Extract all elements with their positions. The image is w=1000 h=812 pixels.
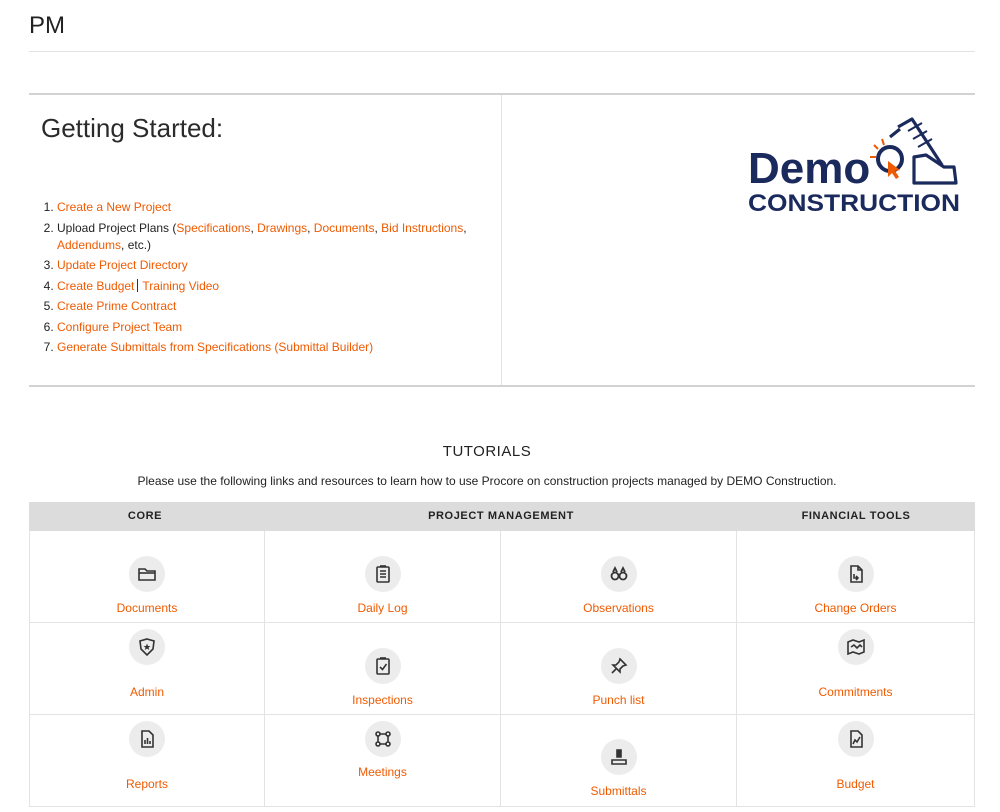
tile-label: Meetings: [358, 765, 407, 779]
tile-label: Change Orders: [814, 601, 897, 615]
grid-header: [29, 502, 975, 531]
tile-label: Observations: [583, 601, 654, 615]
step-text: , etc.): [121, 237, 152, 252]
create-budget-link[interactable]: Create Budget: [57, 278, 135, 293]
training-video-link[interactable]: Training Video: [142, 278, 220, 293]
project-team-link[interactable]: Configure Project Team: [57, 319, 183, 334]
tile-change-orders[interactable]: [737, 531, 975, 623]
demo-construction-logo: [748, 115, 964, 215]
tile-label: Reports: [125, 777, 169, 791]
link-separator: [137, 279, 138, 292]
create-project-link[interactable]: Create a New Project: [57, 200, 172, 214]
specifications-link[interactable]: Specifications: [176, 220, 251, 235]
getting-started-title: Getting Started:: [41, 113, 224, 143]
folder-icon: [129, 556, 165, 592]
tutorials-subtitle: Please use the following links and resources to learn how to use Procore on construction projects managed by DEMO Construction.: [137, 474, 837, 488]
tile-inspections[interactable]: [265, 623, 501, 715]
addendums-link[interactable]: Addendums: [57, 237, 122, 252]
tile-label: Inspections: [352, 693, 413, 707]
pushpin-icon: [601, 648, 637, 684]
budget-chart-icon: [838, 721, 874, 757]
divider: [29, 385, 975, 387]
tile-label: Commitments: [818, 685, 893, 699]
page-title: PM: [29, 12, 65, 39]
bar-chart-doc-icon: [129, 721, 165, 757]
step-item: [57, 220, 477, 254]
tile-meetings[interactable]: [265, 715, 501, 807]
steps-list: [57, 199, 477, 360]
step-item: [57, 278, 477, 295]
header-project-management: PROJECT MANAGEMENT: [428, 510, 574, 522]
handshake-map-icon: [838, 629, 874, 665]
step-item: [57, 298, 477, 315]
divider: [29, 51, 975, 52]
step-item: [57, 319, 477, 336]
tile-commitments[interactable]: [737, 623, 975, 715]
change-order-doc-icon: [838, 556, 874, 592]
bid-instructions-link[interactable]: Bid Instructions: [381, 220, 464, 235]
tile-admin[interactable]: [29, 623, 265, 715]
shield-star-icon: [129, 629, 165, 665]
step-separator: ,: [307, 220, 314, 235]
tile-label: Submittals: [590, 784, 647, 798]
header-financial-tools: FINANCIAL TOOLS: [801, 510, 911, 522]
step-text: Upload Project Plans (: [57, 220, 177, 235]
step-item: [57, 339, 477, 356]
project-directory-link[interactable]: Update Project Directory: [57, 258, 188, 272]
tile-observations[interactable]: [501, 531, 737, 623]
tile-reports[interactable]: [29, 715, 265, 807]
tile-daily-log[interactable]: [265, 531, 501, 623]
header-core: CORE: [127, 510, 163, 522]
logo-word-construction: CONSTRUCTION: [748, 190, 960, 215]
stamp-icon: [601, 739, 637, 775]
clipboard-check-icon: [365, 648, 401, 684]
tile-label: Documents: [116, 601, 178, 615]
step-item: [57, 199, 477, 216]
tile-punch-list[interactable]: [501, 623, 737, 715]
tile-label: Budget: [836, 777, 875, 791]
group-icon: [365, 721, 401, 757]
step-item: [57, 257, 477, 274]
binoculars-icon: [601, 556, 637, 592]
prime-contract-link[interactable]: Create Prime Contract: [57, 299, 177, 313]
tile-budget[interactable]: [737, 715, 975, 807]
getting-started-panel: [29, 95, 975, 385]
step-separator: ,: [463, 220, 467, 235]
tile-label: Daily Log: [357, 601, 408, 615]
step-separator: ,: [374, 220, 382, 235]
clipboard-list-icon: [365, 556, 401, 592]
getting-started-column: [29, 95, 502, 385]
submittal-builder-link[interactable]: Generate Submittals from Specifications (Submittal Builder): [57, 340, 374, 354]
tile-label: Punch list: [592, 693, 645, 707]
logo-word-demo: Demo: [748, 144, 871, 193]
documents-link[interactable]: Documents: [313, 220, 375, 235]
tile-documents[interactable]: [29, 531, 265, 623]
tile-label: Admin: [129, 685, 164, 699]
drawings-link[interactable]: Drawings: [257, 220, 308, 235]
step-separator: ,: [250, 220, 258, 235]
tile-submittals[interactable]: [501, 715, 737, 807]
tutorials-title: TUTORIALS: [442, 443, 532, 460]
